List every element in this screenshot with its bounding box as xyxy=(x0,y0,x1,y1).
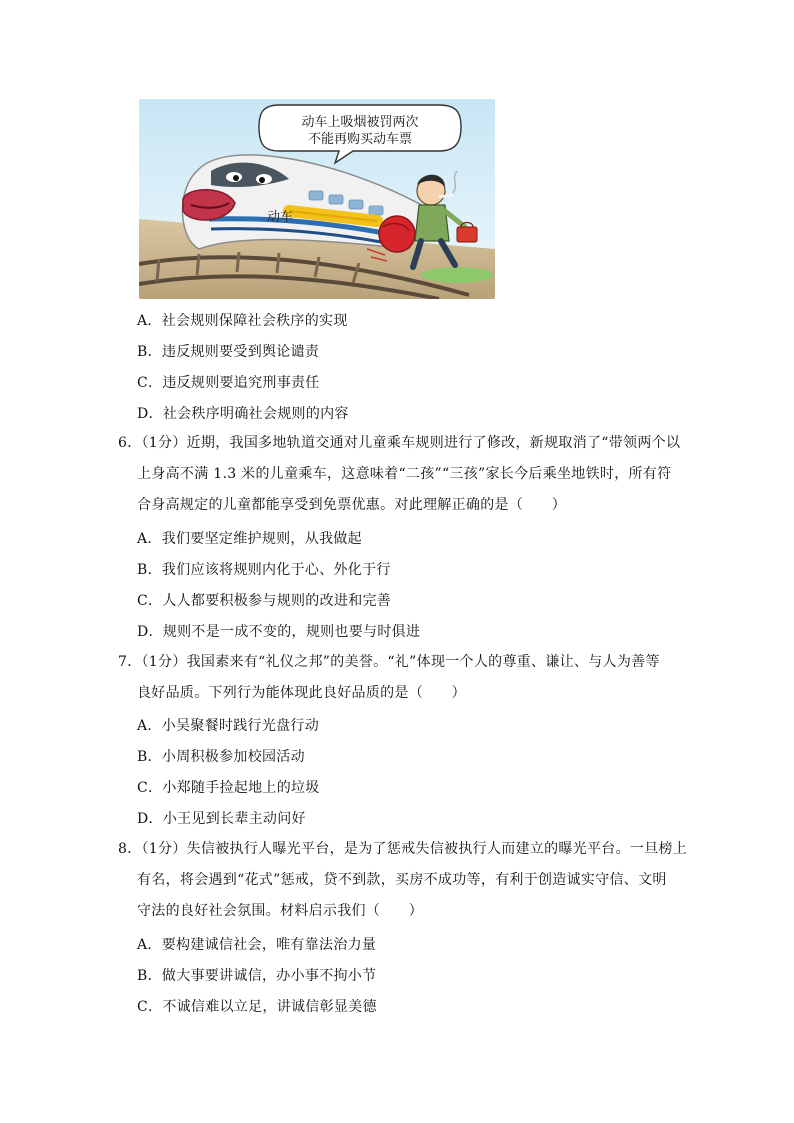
q8-option-c xyxy=(137,997,377,1017)
option-text: 小王见到长辈主动问好 xyxy=(162,811,306,827)
q6-option-b xyxy=(137,560,391,580)
question-7-line-1: 7．（1分）我国素来有“礼仪之邦”的美誉。“礼”体现一个人的尊重、谦让、与人为善等 xyxy=(118,654,660,670)
q7-option-a xyxy=(137,716,319,736)
option-letter: C． xyxy=(137,780,163,796)
q5-option-b xyxy=(137,342,319,362)
option-text: 小周积极参加校园活动 xyxy=(161,749,305,765)
q6-option-c xyxy=(137,591,391,611)
option-text: 我们要坚定维护规则，从我做起 xyxy=(161,531,362,547)
option-text: 做大事要讲诚信，办小事不拘小节 xyxy=(161,968,377,984)
option-letter: D． xyxy=(137,406,163,422)
question-7-stem xyxy=(118,647,678,709)
q6-option-d xyxy=(137,622,420,642)
question-6-line-1: 6．（1分）近期，我国多地轨道交通对儿童乘车规则进行了修改，新规取消了“带领两个以 xyxy=(118,435,681,451)
q8-option-a xyxy=(137,935,376,955)
question-8-stem xyxy=(118,834,688,927)
q8-option-b xyxy=(137,966,376,986)
option-letter: C． xyxy=(137,999,163,1015)
option-letter: C． xyxy=(137,593,163,609)
question-8-line-2: 有名，将会遇到“花式”惩戒，贷不到款，买房不成功等，有利于创造诚实守信、文明 xyxy=(137,872,667,888)
option-text: 社会秩序明确社会规则的内容 xyxy=(162,406,349,422)
train-label: 动车 xyxy=(267,210,294,225)
option-letter: A． xyxy=(137,718,162,734)
option-text: 规则不是一成不变的，规则也要与时俱进 xyxy=(162,624,421,640)
q5-option-a xyxy=(137,311,348,331)
question-6-line-2: 上身高不满 1.3 米的儿童乘车，这意味着“二孩”“三孩”家长今后乘坐地铁时，所有符 xyxy=(137,466,672,482)
speech-bubble-line-2: 不能再购买动车票 xyxy=(307,132,413,147)
question-7-line-2: 良好品质。下列行为能体现此良好品质的是（ ） xyxy=(137,685,466,701)
option-letter: B． xyxy=(137,968,162,984)
question-6-stem xyxy=(118,428,681,521)
option-letter: B． xyxy=(137,344,162,360)
question-6-line-3: 合身高规定的儿童都能享受到免票优惠。对此理解正确的是（ ） xyxy=(137,497,566,513)
option-letter: A． xyxy=(137,531,162,547)
q5-option-c xyxy=(137,373,320,393)
q6-option-a xyxy=(137,529,362,549)
option-text: 我们应该将规则内化于心、外化于行 xyxy=(161,562,391,578)
option-letter: B． xyxy=(137,749,162,765)
question-8-line-3: 守法的良好社会氛围。材料启示我们（ ） xyxy=(137,903,423,919)
train-cartoon-image xyxy=(139,99,495,299)
option-text: 小吴聚餐时践行光盘行动 xyxy=(161,718,320,734)
option-letter: D． xyxy=(137,624,163,640)
option-letter: D． xyxy=(137,811,163,827)
option-letter: C． xyxy=(137,375,163,391)
train-cartoon-svg xyxy=(139,99,495,299)
option-text: 要构建诚信社会，唯有靠法治力量 xyxy=(161,937,377,953)
q5-option-d xyxy=(137,404,349,424)
speech-bubble-line-1: 动车上吸烟被罚两次 xyxy=(301,115,419,130)
option-text: 违反规则要受到舆论谴责 xyxy=(161,344,320,360)
question-8-line-1: 8．（1分）失信被执行人曝光平台，是为了惩戒失信被执行人而建立的曝光平台。一旦榜上 xyxy=(118,841,688,857)
option-text: 人人都要积极参与规则的改进和完善 xyxy=(162,593,392,609)
option-letter: A． xyxy=(137,937,162,953)
option-letter: A． xyxy=(137,313,162,329)
option-text: 不诚信难以立足，讲诚信彰显美德 xyxy=(162,999,377,1015)
option-letter: B． xyxy=(137,562,162,578)
option-text: 违反规则要追究刑事责任 xyxy=(162,375,320,391)
q7-option-b xyxy=(137,747,305,767)
option-text: 社会规则保障社会秩序的实现 xyxy=(161,313,348,329)
q7-option-d xyxy=(137,809,306,829)
option-text: 小郑随手捡起地上的垃圾 xyxy=(162,780,320,796)
q7-option-c xyxy=(137,778,320,798)
